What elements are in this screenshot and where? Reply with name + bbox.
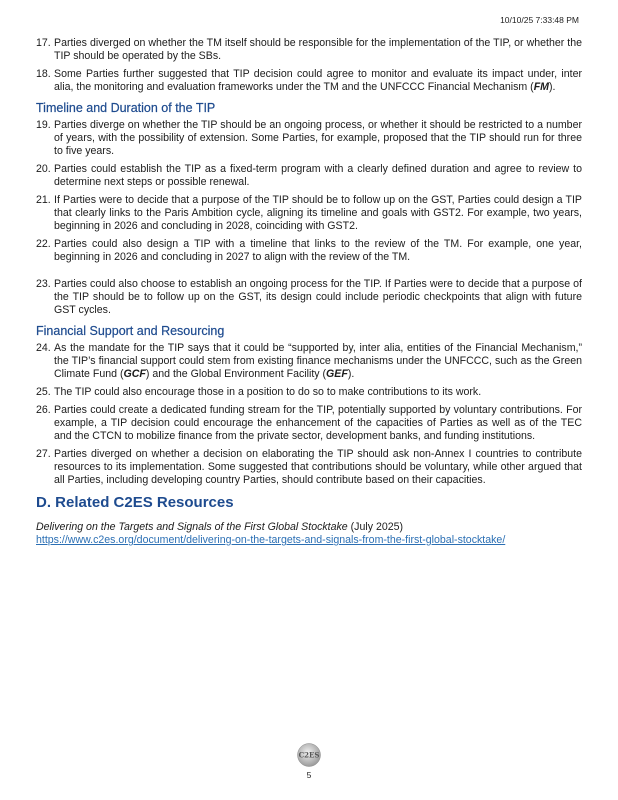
numbered-list-c <box>36 342 582 487</box>
text-run: Parties could also design a TIP with a timeline that links to the review of the TM. For example, one year, beginning in 2026 and concluding in 2027 to align with the review of the TM. <box>54 238 582 263</box>
text-run: Parties could establish the TIP as a fixed-term program with a clearly defined duration and agree to review to determine next steps or possible renewal. <box>54 163 582 188</box>
abbreviation: FM <box>533 81 549 93</box>
list-item-number: 22. <box>36 238 51 250</box>
list-item-number: 17. <box>36 37 51 49</box>
text-run: Some Parties further suggested that TIP decision could agree to monitor and evaluate its impact under, inter alia, the monitoring and evaluation frameworks under the TM and the UNFCCC Financial Mechanism ( <box>54 68 582 93</box>
list-item-text <box>54 342 582 381</box>
list-item <box>36 448 582 487</box>
list-item-number: 26. <box>36 404 51 416</box>
numbered-list-a <box>36 37 582 94</box>
list-item-text <box>54 37 582 63</box>
list-item <box>36 119 582 158</box>
text-run: Parties diverged on whether the TM itself should be responsible for the implementation of the TIP, or whether the TIP should be operated by the SBs. <box>54 37 582 62</box>
list-item <box>36 238 582 264</box>
numbered-list-b <box>36 119 582 317</box>
text-run: ). <box>347 368 355 380</box>
list-item-number: 23. <box>36 278 51 290</box>
list-item <box>36 194 582 233</box>
text-run: Parties could also choose to establish an ongoing process for the TIP. If Parties were to decide that a purpose of the TIP should be to follow up on the GST, its design could include periodic checkpoints that align with future GST cycles. <box>54 278 582 316</box>
list-item-number: 18. <box>36 68 51 80</box>
list-item-text <box>54 386 582 399</box>
list-item <box>36 386 582 399</box>
list-item <box>36 68 582 94</box>
section-heading-resources: D. Related C2ES Resources <box>36 494 234 511</box>
abbreviation: GEF <box>326 368 348 380</box>
list-item-text <box>54 68 582 94</box>
list-item-text <box>54 238 582 264</box>
list-item-text <box>54 404 582 443</box>
list-item <box>36 278 582 317</box>
text-run: If Parties were to decide that a purpose of the TIP should be to follow up on the GST, Parties could design a TIP that clearly links to the Paris Ambition cycle, aligning its timeline and goals with GST2. For example, two years, beginning in 2026 and concluding in 2028, coinciding with GST2. <box>54 194 582 232</box>
text-run: Parties diverged on whether a decision on elaborating the TIP should ask non-Annex I countries to contribute resources to its implementation. Some suggested that contributions should be voluntary, while other argued that all Parties, including developing country Parties, should contribute based on their capacities. <box>54 448 582 486</box>
list-item-text <box>54 278 582 317</box>
print-timestamp: 10/10/25 7:33:48 PM <box>500 15 579 25</box>
list-item <box>36 37 582 63</box>
list-item-number: 27. <box>36 448 51 460</box>
list-item-text <box>54 194 582 233</box>
list-item-number: 24. <box>36 342 51 354</box>
text-run: As the mandate for the TIP says that it could be “supported by, inter alia, entities of the Financial Mechanism,” the TIP’s financial support could stem from existing finance mechanisms under the UNFCCC, such as the Green Climate Fund ( <box>54 342 582 380</box>
list-item-number: 19. <box>36 119 51 131</box>
c2es-logo-icon <box>297 743 321 767</box>
section-heading-timeline: Timeline and Duration of the TIP <box>36 101 216 115</box>
text-run: ) and the Global Environment Facility ( <box>145 368 327 380</box>
page-number: 5 <box>306 770 312 780</box>
text-run: Parties could create a dedicated funding stream for the TIP, potentially supported by voluntary contributions. For example, a TIP decision could encourage the enhancement of the capacities of Parties as well as of the TEC and the CTCN to mobilize finance from the private sector, development banks, and funding institutions. <box>54 404 582 442</box>
list-item <box>36 163 582 189</box>
list-item <box>36 342 582 381</box>
abbreviation: GCF <box>123 368 146 380</box>
resource-title: Delivering on the Targets and Signals of the First Global Stocktake <box>36 521 348 533</box>
text-run: The TIP could also encourage those in a position to do so to make contributions to its work. <box>54 386 482 398</box>
text-run: Parties diverge on whether the TIP should be an ongoing process, or whether it should be restricted to a number of years, with the possibility of extension. Some Parties, for example, proposed that the TIP should run for three to five years. <box>54 119 582 157</box>
list-item-text <box>54 163 582 189</box>
list-item-text <box>54 448 582 487</box>
section-heading-financial: Financial Support and Resourcing <box>36 324 225 338</box>
list-item-number: 25. <box>36 386 51 398</box>
list-item <box>36 404 582 443</box>
resource-citation <box>36 521 582 534</box>
resource-date: (July 2025) <box>347 521 404 533</box>
page-content <box>36 37 582 547</box>
list-item-text <box>54 119 582 158</box>
list-item-number: 21. <box>36 194 51 206</box>
svg-text:C2ES: C2ES <box>298 750 320 760</box>
list-item-number: 20. <box>36 163 51 175</box>
resource-link[interactable]: https://www.c2es.org/document/delivering-on-the-targets-and-signals-from-the-first-global-stocktake/ <box>36 534 506 546</box>
text-run: ). <box>548 81 556 93</box>
